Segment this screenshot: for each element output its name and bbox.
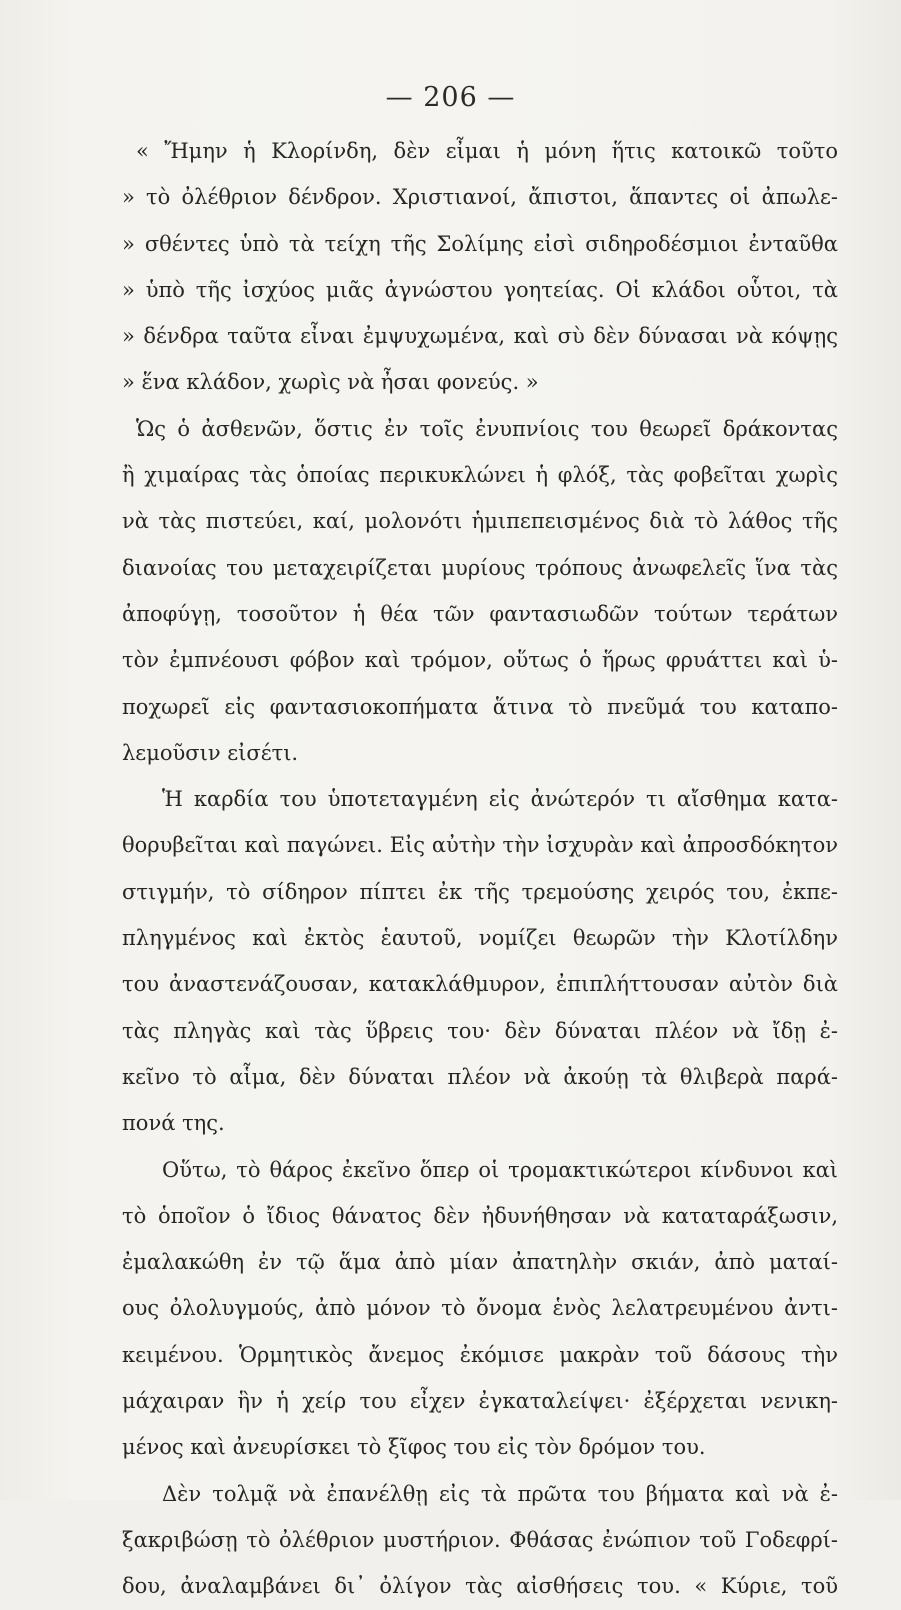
text-line: τὰς πληγὰς καὶ τὰς ὕβρεις του· δὲν δύναται πλέον νὰ ἴδῃ ἐ-: [122, 1018, 838, 1043]
text-line: μένος καὶ ἀνευρίσκει τὸ ξῖφος του εἰς τὸν δρόμον του.: [122, 1435, 706, 1460]
text-line: » σθέντες ὑπὸ τὰ τείχη τῆς Σολίμης εἰσὶ σιδηροδέσμιοι ἐνταῦθα: [122, 231, 838, 256]
text-line: μάχαιραν ἣν ἡ χείρ του εἶχεν ἐγκαταλείψει· ἐξέρχεται νενικη-: [122, 1389, 838, 1414]
text-line: ποχωρεῖ εἰς φαντασιοκοπήματα ἅτινα τὸ πνεῦμά του καταπο-: [122, 694, 838, 719]
text-line: Ἡ καρδία του ὑποτεταγμένη εἰς ἀνώτερόν τι αἴσθημα κατα-: [162, 787, 838, 812]
text-line: ξακριβώσῃ τὸ ὀλέθριον μυστήριον. Φθάσας ἐνώπιον τοῦ Γοδεφρί-: [122, 1527, 838, 1552]
text-line: κειμένου. Ὁρμητικὸς ἄνεμος ἐκόμισε μακρὰν τοῦ δάσους τὴν: [122, 1342, 838, 1367]
text-line: » ὑπὸ τῆς ἰσχύος μιᾶς ἀγνώστου γοητείας. Οἱ κλάδοι οὗτοι, τὰ: [122, 277, 838, 302]
text-line: πονά της.: [122, 1111, 225, 1136]
text-line: » ἕνα κλάδον, χωρὶς νὰ ἦσαι φονεύς. »: [122, 370, 539, 395]
text-line: Δὲν τολμᾷ νὰ ἐπανέλθῃ εἰς τὰ πρῶτα του βήματα καὶ νὰ ἐ-: [162, 1481, 838, 1506]
text-line: διανοίας του μεταχειρίζεται μυρίους τρόπους ἀνωφελεῖς ἵνα τὰς: [122, 555, 838, 580]
text-line: στιγμήν, τὸ σίδηρον πίπτει ἐκ τῆς τρεμούσης χειρός του, ἐκπε-: [122, 879, 838, 904]
text-line: « Ἤμην ἡ Κλορίνδη, δὲν εἶμαι ἡ μόνη ἥτις κατοικῶ τοῦτο: [136, 139, 838, 163]
text-line: Ὡς ὁ ἀσθενῶν, ὅστις ἐν τοῖς ἐνυπνίοις του θεωρεῖ δράκοντας: [136, 416, 838, 441]
text-line: δου, ἀναλαμβάνει δι᾽ ὀλίγον τὰς αἰσθήσεις του. « Κύριε, τοῦ: [122, 1574, 838, 1599]
page-number: — 206 —: [385, 82, 516, 113]
text-line: ἐμαλακώθη ἐν τῷ ἅμα ἀπὸ μίαν ἀπατηλὴν σκιάν, ἀπὸ ματαί-: [122, 1250, 838, 1275]
text-line: Οὕτω, τὸ θάρος ἐκεῖνο ὅπερ οἱ τρομακτικώτεροι κίνδυνοι καὶ: [162, 1157, 838, 1182]
text-line: τὸ ὁποῖον ὁ ἴδιος θάνατος δὲν ἠδυνήθησαν νὰ καταταράξωσιν,: [122, 1203, 838, 1228]
text-line: θορυβεῖται καὶ παγώνει. Εἰς αὐτὴν τὴν ἰσχυρὰν καὶ ἀπροσδόκητον: [122, 833, 838, 858]
text-line: νὰ τὰς πιστεύει, καί, μολονότι ἡμιπεπεισμένος διὰ τὸ λάθος τῆς: [122, 509, 838, 534]
text-line: » δένδρα ταῦτα εἶναι ἐμψυχωμένα, καὶ σὺ δὲν δύνασαι νὰ κόψῃς: [122, 324, 838, 349]
text-line: » τὸ ὀλέθριον δένδρον. Χριστιανοί, ἄπιστοι, ἅπαντες οἱ ἀπωλε-: [122, 185, 838, 210]
text-line: του ἀναστενάζουσαν, κατακλάθμυρον, ἐπιπλήττουσαν αὐτὸν διὰ: [122, 972, 838, 997]
text-line: τὸν ἐμπνέουσι φόβον καὶ τρόμον, οὕτως ὁ ἥρως φρυάττει καὶ ὑ-: [122, 648, 838, 673]
text-line: πληγμένος καὶ ἐκτὸς ἑαυτοῦ, νομίζει θεωρῶν τὴν Κλοτίλδην: [122, 926, 838, 951]
body-text: [122, 128, 838, 1610]
text-line: ους ὀλολυγμούς, ἀπὸ μόνον τὸ ὄνομα ἑνὸς λελατρευμένου ἀντι-: [122, 1296, 838, 1321]
text-line: λεμοῦσιν εἰσέτι.: [122, 740, 299, 765]
text-line: ἀποφύγῃ, τοσοῦτον ἡ θέα τῶν φαντασιωδῶν τούτων τεράτων: [122, 601, 838, 626]
text-line: ἢ χιμαίρας τὰς ὁποίας περικυκλώνει ἡ φλόξ, τὰς φοβεῖται χωρὶς: [122, 463, 838, 488]
text-line: κεῖνο τὸ αἷμα, δὲν δύναται πλέον νὰ ἀκούῃ τὰ θλιβερὰ παρά-: [122, 1064, 838, 1089]
